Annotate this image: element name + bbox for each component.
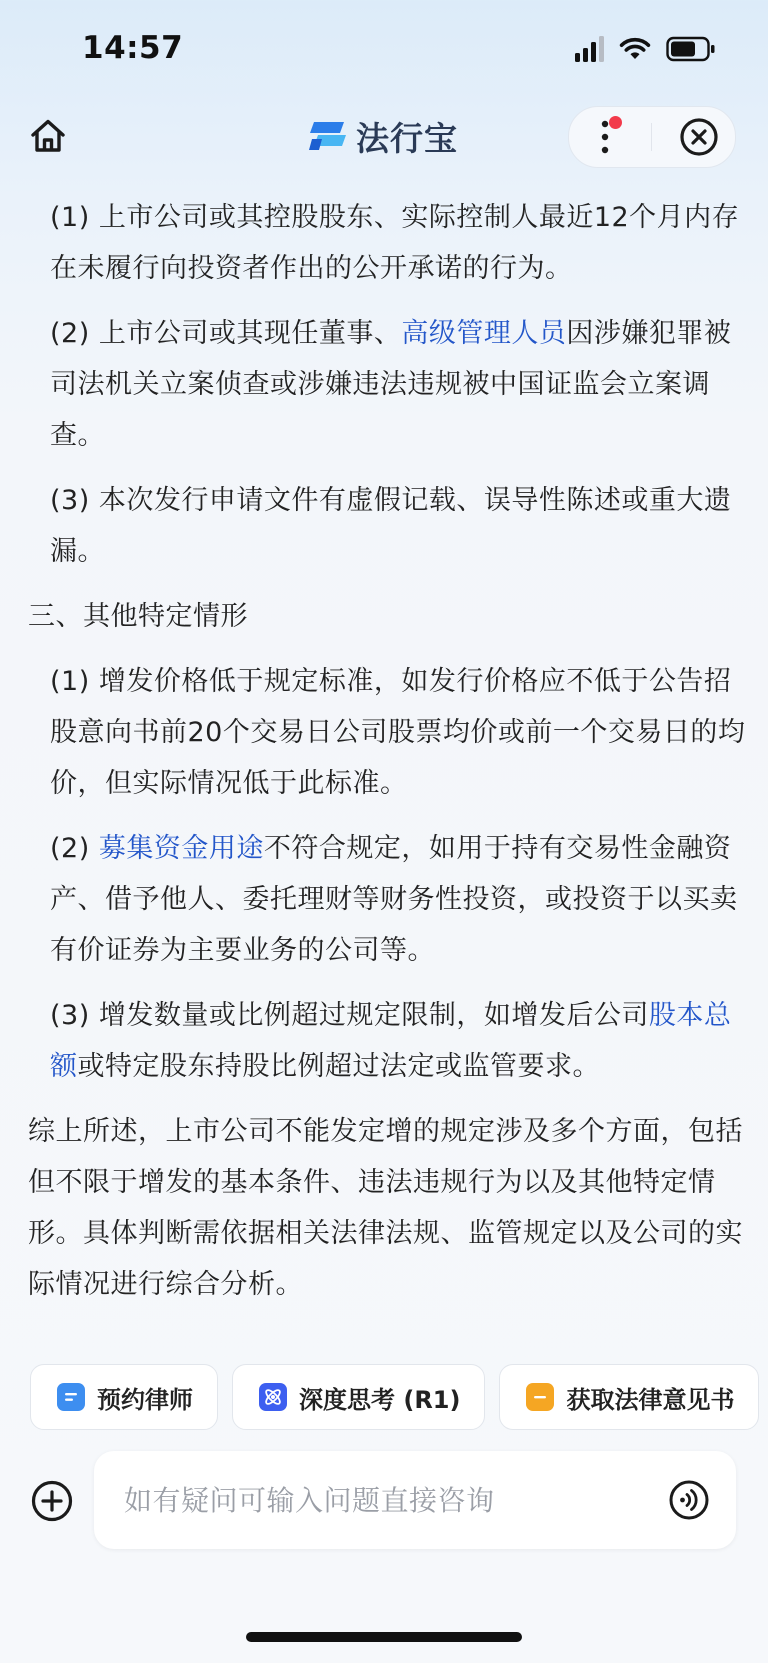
- status-icons: [575, 36, 716, 62]
- paragraph-item: (1) 上市公司或其控股股东、实际控制人最近12个月内存在未履行向投资者作出的公开承诺的行为。: [50, 202, 740, 284]
- section-heading: 三、其他特定情形: [28, 601, 248, 632]
- close-circle-icon: [679, 117, 719, 157]
- text-segment: (3) 增发数量或比例超过规定限制，如增发后公司: [50, 1000, 649, 1031]
- battery-icon: [666, 36, 716, 62]
- answer-content: [0, 192, 768, 1324]
- text-segment: (2) 上市公司或其现任董事、: [50, 318, 402, 349]
- wifi-icon: [618, 36, 652, 62]
- paragraph-item: [0, 823, 768, 976]
- folder-icon: [526, 1383, 554, 1411]
- paragraph-item: [0, 308, 768, 461]
- text-segment: 或特定股东持股比例超过法定或监管要求。: [77, 1051, 600, 1082]
- text-segment: 因涉嫌犯罪被司法机关立案侦查或涉嫌违法违规被中国证监会立案调查。: [50, 318, 732, 451]
- text-segment: 不符合规定，如用于持有交易性金融资产、借予他人、委托理财等财务性投资，或投资于以买卖有价证券为主要业务的公司等。: [50, 833, 738, 966]
- term-link-total-share-capital[interactable]: 股本总额: [50, 1000, 732, 1082]
- summary-paragraph: 综上所述，上市公司不能发定增的规定涉及多个方面，包括但不限于增发的基本条件、违法违规行为以及其他特定情形。具体判断需依据相关法律法规、监管规定以及公司的实际情况进行综合分析。: [28, 1116, 743, 1300]
- paragraph-item: (1) 增发价格低于规定标准，如发行价格应不低于公告招股意向书前20个交易日公司股票均价或前一个交易日的均价，但实际情况低于此标准。: [50, 666, 746, 799]
- home-icon: [29, 117, 67, 155]
- chip-legal-opinion[interactable]: [499, 1364, 759, 1430]
- chip-book-lawyer[interactable]: [30, 1364, 218, 1430]
- mini-program-capsule: [568, 106, 736, 168]
- app-header: [0, 100, 768, 172]
- plus-circle-icon: [30, 1479, 74, 1523]
- voice-icon: [668, 1479, 710, 1521]
- voice-button[interactable]: [668, 1479, 710, 1521]
- home-indicator: [246, 1632, 522, 1642]
- chip-label: 获取法律意见书: [566, 1385, 735, 1414]
- chip-label: 深度思考 (R1): [299, 1385, 461, 1414]
- term-link-fund-use[interactable]: 募集资金用途: [98, 833, 264, 864]
- paragraph-item: [0, 990, 768, 1092]
- brand: [308, 114, 458, 158]
- home-button[interactable]: [26, 114, 70, 158]
- add-button[interactable]: [30, 1479, 74, 1523]
- capsule-divider: [651, 123, 652, 151]
- chip-deep-think[interactable]: [232, 1364, 485, 1430]
- chip-label: 预约律师: [97, 1385, 193, 1414]
- quick-actions: [30, 1364, 768, 1430]
- term-link-senior-management[interactable]: 高级管理人员: [401, 318, 567, 349]
- status-bar: [0, 0, 768, 100]
- text-segment: (2): [50, 833, 99, 864]
- paragraph-item: (3) 本次发行申请文件有虚假记载、误导性陈述或重大遗漏。: [50, 485, 732, 567]
- question-input[interactable]: [94, 1451, 736, 1549]
- signal-icon: [575, 36, 604, 62]
- more-button[interactable]: [580, 112, 630, 162]
- app-name: 法行宝: [356, 118, 458, 158]
- input-placeholder: 如有疑问可输入问题直接咨询: [124, 1484, 495, 1517]
- notification-dot: [609, 116, 622, 129]
- status-time: 14:57: [82, 30, 184, 66]
- document-icon: [57, 1383, 85, 1411]
- atom-icon: [259, 1383, 287, 1411]
- logo-icon: [308, 119, 348, 153]
- close-button[interactable]: [674, 112, 724, 162]
